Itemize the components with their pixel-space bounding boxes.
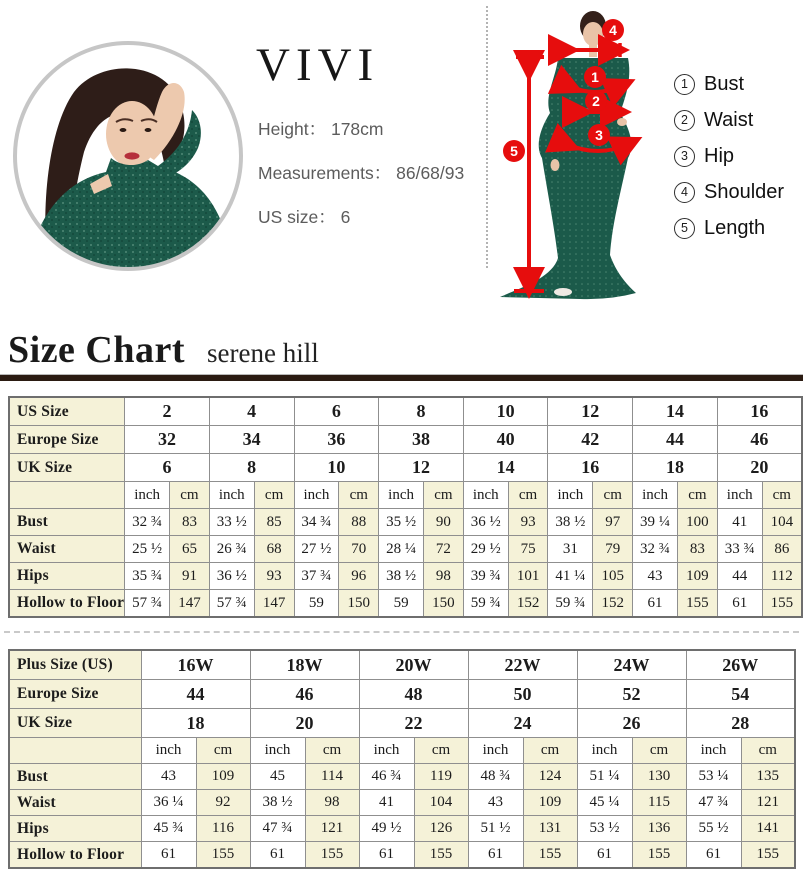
row-label: Hollow to Floor [9,590,125,618]
measure-cm: 155 [414,842,468,869]
size-value: 6 [125,454,210,482]
measure-inch: 46 ¾ [359,764,414,790]
unit-inch: inch [294,482,339,509]
size-row [9,426,802,454]
measure-inch: 61 [717,590,762,618]
unit-inch: inch [463,482,508,509]
unit-inch: inch [250,738,305,764]
size-row [9,680,795,709]
measure-cm: 126 [414,816,468,842]
size-value: 22W [468,650,577,680]
row-label: Europe Size [9,680,141,709]
stat-colon: ： [308,119,327,139]
measure-cm: 75 [508,536,548,563]
measure-inch: 55 ½ [686,816,741,842]
measure-inch: 36 ½ [209,563,254,590]
size-value: 14 [463,454,548,482]
legend-item-waist [674,102,784,138]
row-label: Hollow to Floor [9,842,141,869]
size-value: 38 [379,426,464,454]
legend-circled-number: 3 [674,146,695,167]
callout-3-hip: 3 [595,127,603,143]
size-value: 20 [250,709,359,738]
legend-item-shoulder [674,174,784,210]
measure-inch: 61 [633,590,678,618]
measure-inch: 45 ¾ [141,816,196,842]
size-value: 24 [468,709,577,738]
measure-inch: 38 ½ [379,563,424,590]
size-value: 4 [209,397,294,426]
measure-cm: 109 [196,764,250,790]
size-value: 28 [686,709,795,738]
measure-inch: 43 [633,563,678,590]
measure-cm: 121 [741,790,795,816]
size-chart-title: Size Chart [8,329,186,371]
unit-cm: cm [508,482,548,509]
size-value: 22 [359,709,468,738]
size-value: 16 [717,397,802,426]
callout-4-shoulder: 4 [609,22,617,38]
stat-colon: ： [318,207,336,227]
measure-cm: 155 [632,842,686,869]
row-label: US Size [9,397,125,426]
measure-cm: 93 [508,509,548,536]
size-value: 16 [548,454,633,482]
measure-cm: 150 [339,590,379,618]
measure-inch: 47 ¾ [250,816,305,842]
size-value: 52 [577,680,686,709]
unit-inch: inch [717,482,762,509]
measure-row [9,842,795,869]
measure-inch: 33 ¾ [717,536,762,563]
measure-cm: 155 [523,842,577,869]
measure-cm: 98 [305,790,359,816]
unit-cm: cm [170,482,210,509]
table1 [8,396,803,618]
stat-label: US size [258,207,319,227]
measure-cm: 112 [762,563,802,590]
size-value: 24W [577,650,686,680]
measure-inch: 59 [379,590,424,618]
measure-inch: 38 ½ [548,509,593,536]
measure-cm: 115 [632,790,686,816]
size-value: 46 [250,680,359,709]
measure-cm: 68 [254,536,294,563]
unit-cm: cm [305,738,359,764]
measure-inch: 41 ¼ [548,563,593,590]
measure-inch: 35 ½ [379,509,424,536]
measure-inch: 61 [359,842,414,869]
legend-item-hip [674,138,784,174]
measure-inch: 57 ¾ [209,590,254,618]
measure-cm: 109 [677,563,717,590]
measure-inch: 33 ½ [209,509,254,536]
size-value: 18 [141,709,250,738]
measure-cm: 109 [523,790,577,816]
unit-inch: inch [468,738,523,764]
measure-cm: 79 [593,536,633,563]
legend-item-length [674,210,784,246]
measure-cm: 96 [339,563,379,590]
row-label: Hips [9,816,141,842]
measure-cm: 104 [762,509,802,536]
measure-inch: 32 ¾ [633,536,678,563]
measure-cm: 98 [424,563,464,590]
unit-row-blank [9,482,125,509]
size-row [9,397,802,426]
measure-inch: 34 ¾ [294,509,339,536]
unit-cm: cm [414,738,468,764]
unit-inch: inch [359,738,414,764]
measure-cm: 124 [523,764,577,790]
size-value: 50 [468,680,577,709]
size-value: 18 [633,454,718,482]
size-value: 8 [209,454,294,482]
unit-cm: cm [523,738,577,764]
size-chart-heading [8,328,803,372]
brand-subtitle: serene hill [207,338,319,368]
unit-cm: cm [254,482,294,509]
measure-cm: 131 [523,816,577,842]
measure-inch: 43 [141,764,196,790]
model-info-section [0,0,803,320]
measure-cm: 130 [632,764,686,790]
plus-size-table [0,649,803,869]
stat-label: Measurements [258,163,374,183]
measure-inch: 59 ¾ [548,590,593,618]
measure-cm: 155 [762,590,802,618]
legend-circled-number: 2 [674,110,695,131]
legend-circled-number: 5 [674,218,695,239]
size-value: 32 [125,426,210,454]
table2 [8,649,796,869]
measure-inch: 59 [294,590,339,618]
measure-inch: 38 ½ [250,790,305,816]
unit-cm: cm [196,738,250,764]
unit-cm: cm [762,482,802,509]
measure-cm: 136 [632,816,686,842]
measure-inch: 31 [548,536,593,563]
standard-size-table [0,396,803,618]
measure-cm: 93 [254,563,294,590]
size-value: 34 [209,426,294,454]
measure-cm: 114 [305,764,359,790]
callout-2-waist: 2 [592,93,600,109]
legend-label: Bust [704,72,745,95]
unit-row [9,738,795,764]
unit-cm: cm [593,482,633,509]
measure-cm: 119 [414,764,468,790]
measure-inch: 45 ¼ [577,790,632,816]
measure-cm: 70 [339,536,379,563]
size-value: 10 [294,454,379,482]
measure-inch: 47 ¾ [686,790,741,816]
size-value: 20W [359,650,468,680]
measure-inch: 53 ½ [577,816,632,842]
size-row [9,650,795,680]
legend-label: Length [704,216,766,239]
legend-item-bust [674,66,784,102]
measure-cm: 85 [254,509,294,536]
model-lips [125,152,140,159]
measure-inch: 36 ¼ [141,790,196,816]
measure-inch: 51 ½ [468,816,523,842]
measure-inch: 57 ¾ [125,590,170,618]
measure-cm: 147 [170,590,210,618]
unit-inch: inch [686,738,741,764]
size-value: 26 [577,709,686,738]
unit-row [9,482,802,509]
model-photo [12,40,244,272]
measure-inch: 43 [468,790,523,816]
measure-cm: 105 [593,563,633,590]
measure-cm: 152 [593,590,633,618]
tables-separator [4,631,799,633]
size-value: 36 [294,426,379,454]
measure-inch: 29 ½ [463,536,508,563]
stat-value: 86/68/93 [391,163,465,183]
size-value: 44 [141,680,250,709]
model-name: VIVI [256,39,380,91]
measure-cm: 104 [414,790,468,816]
measure-inch: 59 ¾ [463,590,508,618]
measure-inch: 61 [468,842,523,869]
size-value: 46 [717,426,802,454]
measure-inch: 61 [250,842,305,869]
measure-cm: 72 [424,536,464,563]
measure-cm: 101 [508,563,548,590]
measure-inch: 39 ¼ [633,509,678,536]
measure-row [9,816,795,842]
model-stat-line [258,160,464,185]
size-value: 6 [294,397,379,426]
unit-cm: cm [741,738,795,764]
measure-inch: 27 ½ [294,536,339,563]
model-photo-illustration [12,40,244,272]
measure-cm: 97 [593,509,633,536]
measurement-legend [674,66,784,246]
measure-inch: 61 [141,842,196,869]
row-label: Waist [9,790,141,816]
measure-inch: 48 ¾ [468,764,523,790]
measure-cm: 152 [508,590,548,618]
heading-rule [0,374,803,381]
measure-inch: 51 ¼ [577,764,632,790]
measure-inch: 25 ½ [125,536,170,563]
size-value: 18W [250,650,359,680]
measure-cm: 116 [196,816,250,842]
unit-inch: inch [379,482,424,509]
stat-colon: ： [373,163,392,183]
measurement-figure [460,0,672,320]
measure-inch: 45 [250,764,305,790]
unit-inch: inch [577,738,632,764]
measure-inch: 53 ¼ [686,764,741,790]
measure-row [9,509,802,536]
measure-cm: 150 [424,590,464,618]
unit-cm: cm [424,482,464,509]
measure-inch: 35 ¾ [125,563,170,590]
unit-cm: cm [632,738,686,764]
measure-cm: 155 [305,842,359,869]
row-label: Waist [9,536,125,563]
row-label: Bust [9,509,125,536]
measure-cm: 88 [339,509,379,536]
size-row [9,454,802,482]
unit-inch: inch [209,482,254,509]
measure-cm: 83 [170,509,210,536]
measure-inch: 36 ½ [463,509,508,536]
measure-cm: 100 [677,509,717,536]
unit-inch: inch [548,482,593,509]
legend-circled-number: 1 [674,74,695,95]
measure-row [9,764,795,790]
measure-cm: 155 [741,842,795,869]
measure-cm: 155 [677,590,717,618]
unit-row-blank [9,738,141,764]
measure-row [9,590,802,618]
stat-value: 178cm [326,119,384,139]
legend-circled-number: 4 [674,182,695,203]
model-stat-line [258,204,464,229]
measure-inch: 37 ¾ [294,563,339,590]
legend-label: Shoulder [704,180,785,203]
measure-cm: 141 [741,816,795,842]
model-stats [258,116,464,248]
stat-label: Height [258,119,309,139]
measure-inch: 49 ½ [359,816,414,842]
measure-cm: 135 [741,764,795,790]
size-value: 26W [686,650,795,680]
measure-row [9,536,802,563]
size-value: 14 [633,397,718,426]
measure-cm: 92 [196,790,250,816]
measure-row [9,790,795,816]
model-stat-line [258,116,464,141]
measure-cm: 91 [170,563,210,590]
size-value: 16W [141,650,250,680]
measure-inch: 39 ¾ [463,563,508,590]
measure-row [9,563,802,590]
measure-inch: 61 [577,842,632,869]
size-value: 8 [379,397,464,426]
size-value: 10 [463,397,548,426]
row-label: Hips [9,563,125,590]
legend-label: Waist [704,108,754,131]
row-label: UK Size [9,709,141,738]
size-value: 20 [717,454,802,482]
size-value: 40 [463,426,548,454]
measure-inch: 44 [717,563,762,590]
size-row [9,709,795,738]
callout-1-bust: 1 [591,69,599,85]
legend-label: Hip [704,144,735,167]
measure-cm: 121 [305,816,359,842]
row-label: Bust [9,764,141,790]
unit-cm: cm [677,482,717,509]
size-value: 44 [633,426,718,454]
measure-cm: 90 [424,509,464,536]
measure-inch: 26 ¾ [209,536,254,563]
measure-cm: 155 [196,842,250,869]
size-value: 54 [686,680,795,709]
row-label: Plus Size (US) [9,650,141,680]
callout-5-length: 5 [510,143,518,159]
measure-inch: 41 [359,790,414,816]
measure-cm: 83 [677,536,717,563]
measure-cm: 86 [762,536,802,563]
size-value: 12 [548,397,633,426]
row-label: UK Size [9,454,125,482]
size-value: 42 [548,426,633,454]
measure-inch: 41 [717,509,762,536]
measure-inch: 61 [686,842,741,869]
unit-inch: inch [633,482,678,509]
size-value: 12 [379,454,464,482]
stat-value: 6 [335,207,351,227]
size-value: 2 [125,397,210,426]
measure-cm: 147 [254,590,294,618]
figure-shoe [554,288,572,296]
measure-inch: 32 ¾ [125,509,170,536]
measure-cm: 65 [170,536,210,563]
measure-inch: 28 ¼ [379,536,424,563]
row-label: Europe Size [9,426,125,454]
unit-inch: inch [125,482,170,509]
measurement-figure-illustration [460,0,672,320]
size-value: 48 [359,680,468,709]
unit-cm: cm [339,482,379,509]
unit-inch: inch [141,738,196,764]
